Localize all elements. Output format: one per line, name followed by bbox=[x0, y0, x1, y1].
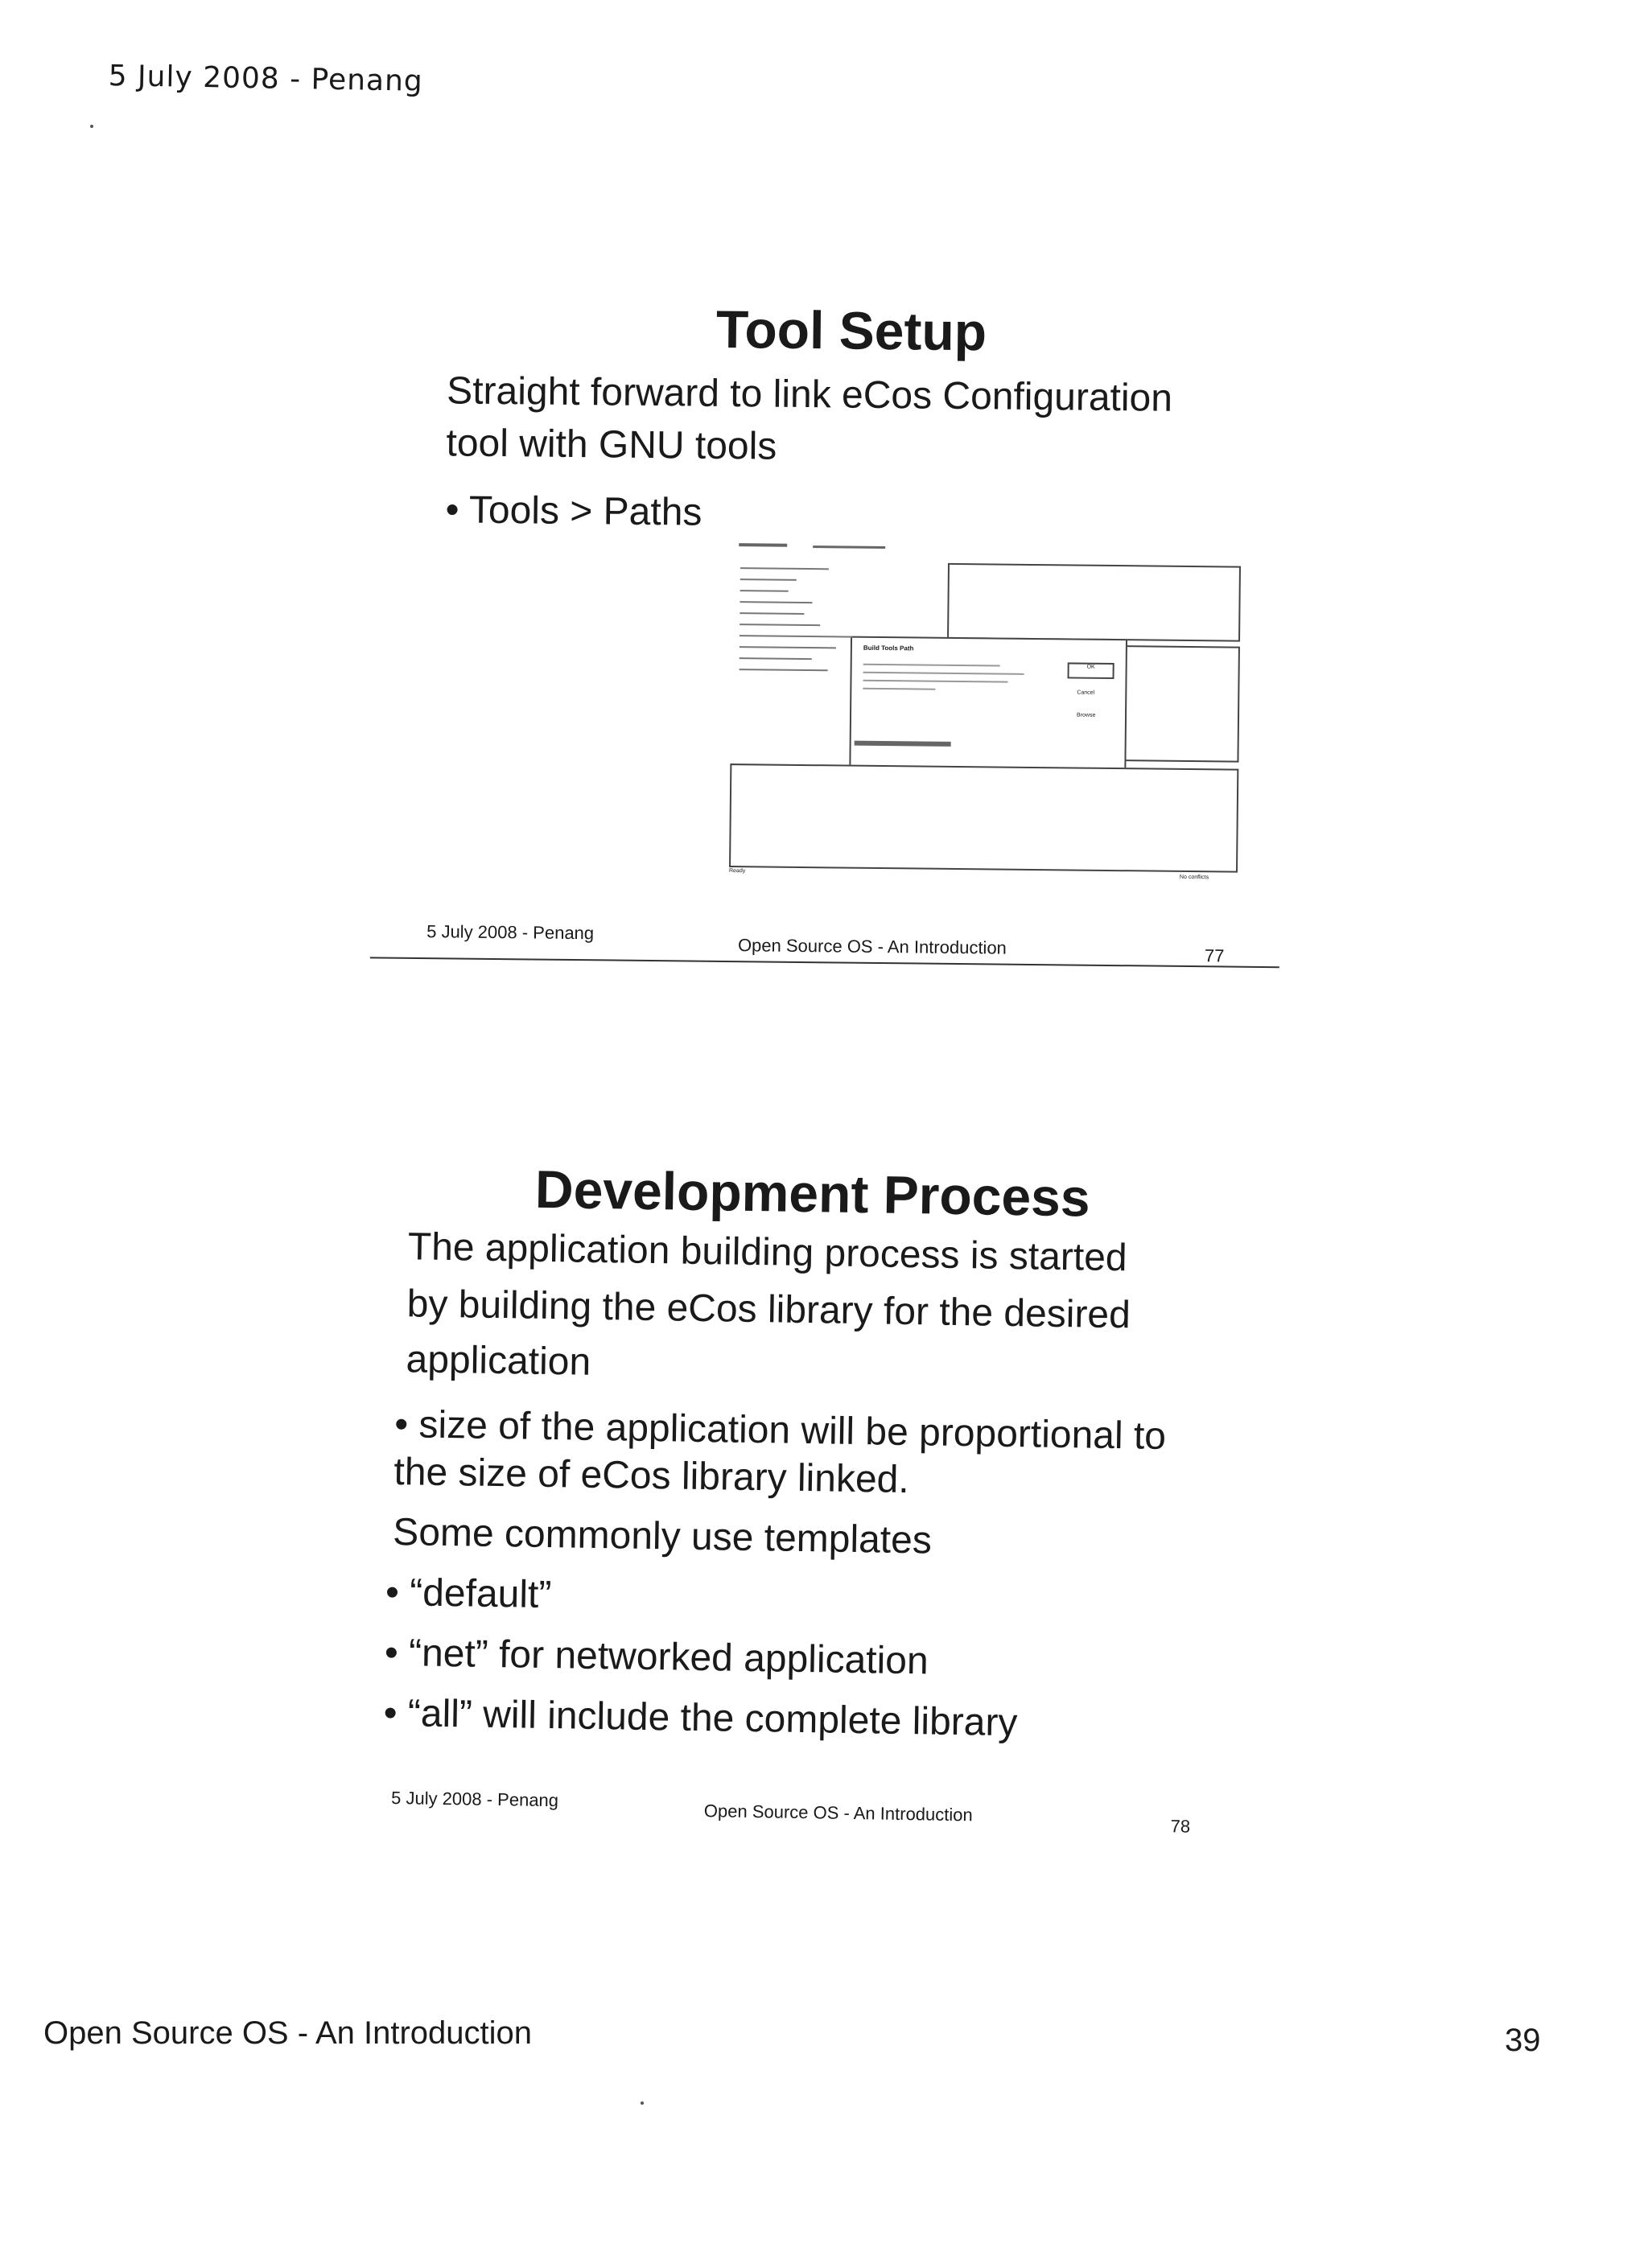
body-line: The application building process is started bbox=[407, 1225, 1128, 1280]
body-line: Some commonly use templates bbox=[392, 1510, 933, 1562]
slide-footer-center: Open Source OS - An Introduction bbox=[703, 1801, 973, 1826]
slide-title: Development Process bbox=[534, 1159, 1091, 1228]
status-left: Ready bbox=[728, 868, 746, 875]
body-line: tool with GNU tools bbox=[446, 422, 777, 468]
page-number: 39 bbox=[1505, 2023, 1541, 2058]
body-line-bullet: • size of the application will be proportional to bbox=[393, 1402, 1167, 1459]
body-line: Straight forward to link eCos Configuration bbox=[446, 369, 1173, 420]
slide-footer-center: Open Source OS - An Introduction bbox=[737, 935, 1007, 958]
body-line-bullet: • Tools > Paths bbox=[445, 488, 702, 534]
page-header: 5 July 2008 - Penang bbox=[108, 60, 424, 98]
scan-speck bbox=[641, 2101, 644, 2105]
page-footer-title: Open Source OS - An Introduction bbox=[43, 2015, 533, 2051]
body-line: application bbox=[406, 1338, 591, 1384]
body-line-bullet: • “all” will include the complete library bbox=[383, 1691, 1018, 1745]
slide-number: 77 bbox=[1204, 945, 1225, 966]
ok-button[interactable]: OK bbox=[1068, 662, 1114, 679]
slide-footer-left: 5 July 2008 - Penang bbox=[390, 1787, 559, 1811]
dialog-title: Build Tools Path bbox=[863, 644, 914, 652]
body-line: the size of eCos library linked. bbox=[393, 1450, 910, 1502]
body-line-bullet: • “default” bbox=[385, 1570, 552, 1617]
slide-number: 78 bbox=[1170, 1816, 1191, 1837]
slide-title: Tool Setup bbox=[715, 298, 987, 362]
cancel-button[interactable]: Cancel bbox=[1077, 689, 1095, 696]
scan-speck bbox=[90, 125, 93, 128]
browse-button[interactable]: Browse bbox=[1077, 712, 1096, 718]
body-line: by building the eCos library for the desired bbox=[406, 1282, 1131, 1337]
slide-footer-left: 5 July 2008 - Penang bbox=[426, 921, 595, 944]
body-line-bullet: • “net” for networked application bbox=[384, 1631, 929, 1683]
status-right: No conflicts bbox=[1179, 874, 1209, 881]
